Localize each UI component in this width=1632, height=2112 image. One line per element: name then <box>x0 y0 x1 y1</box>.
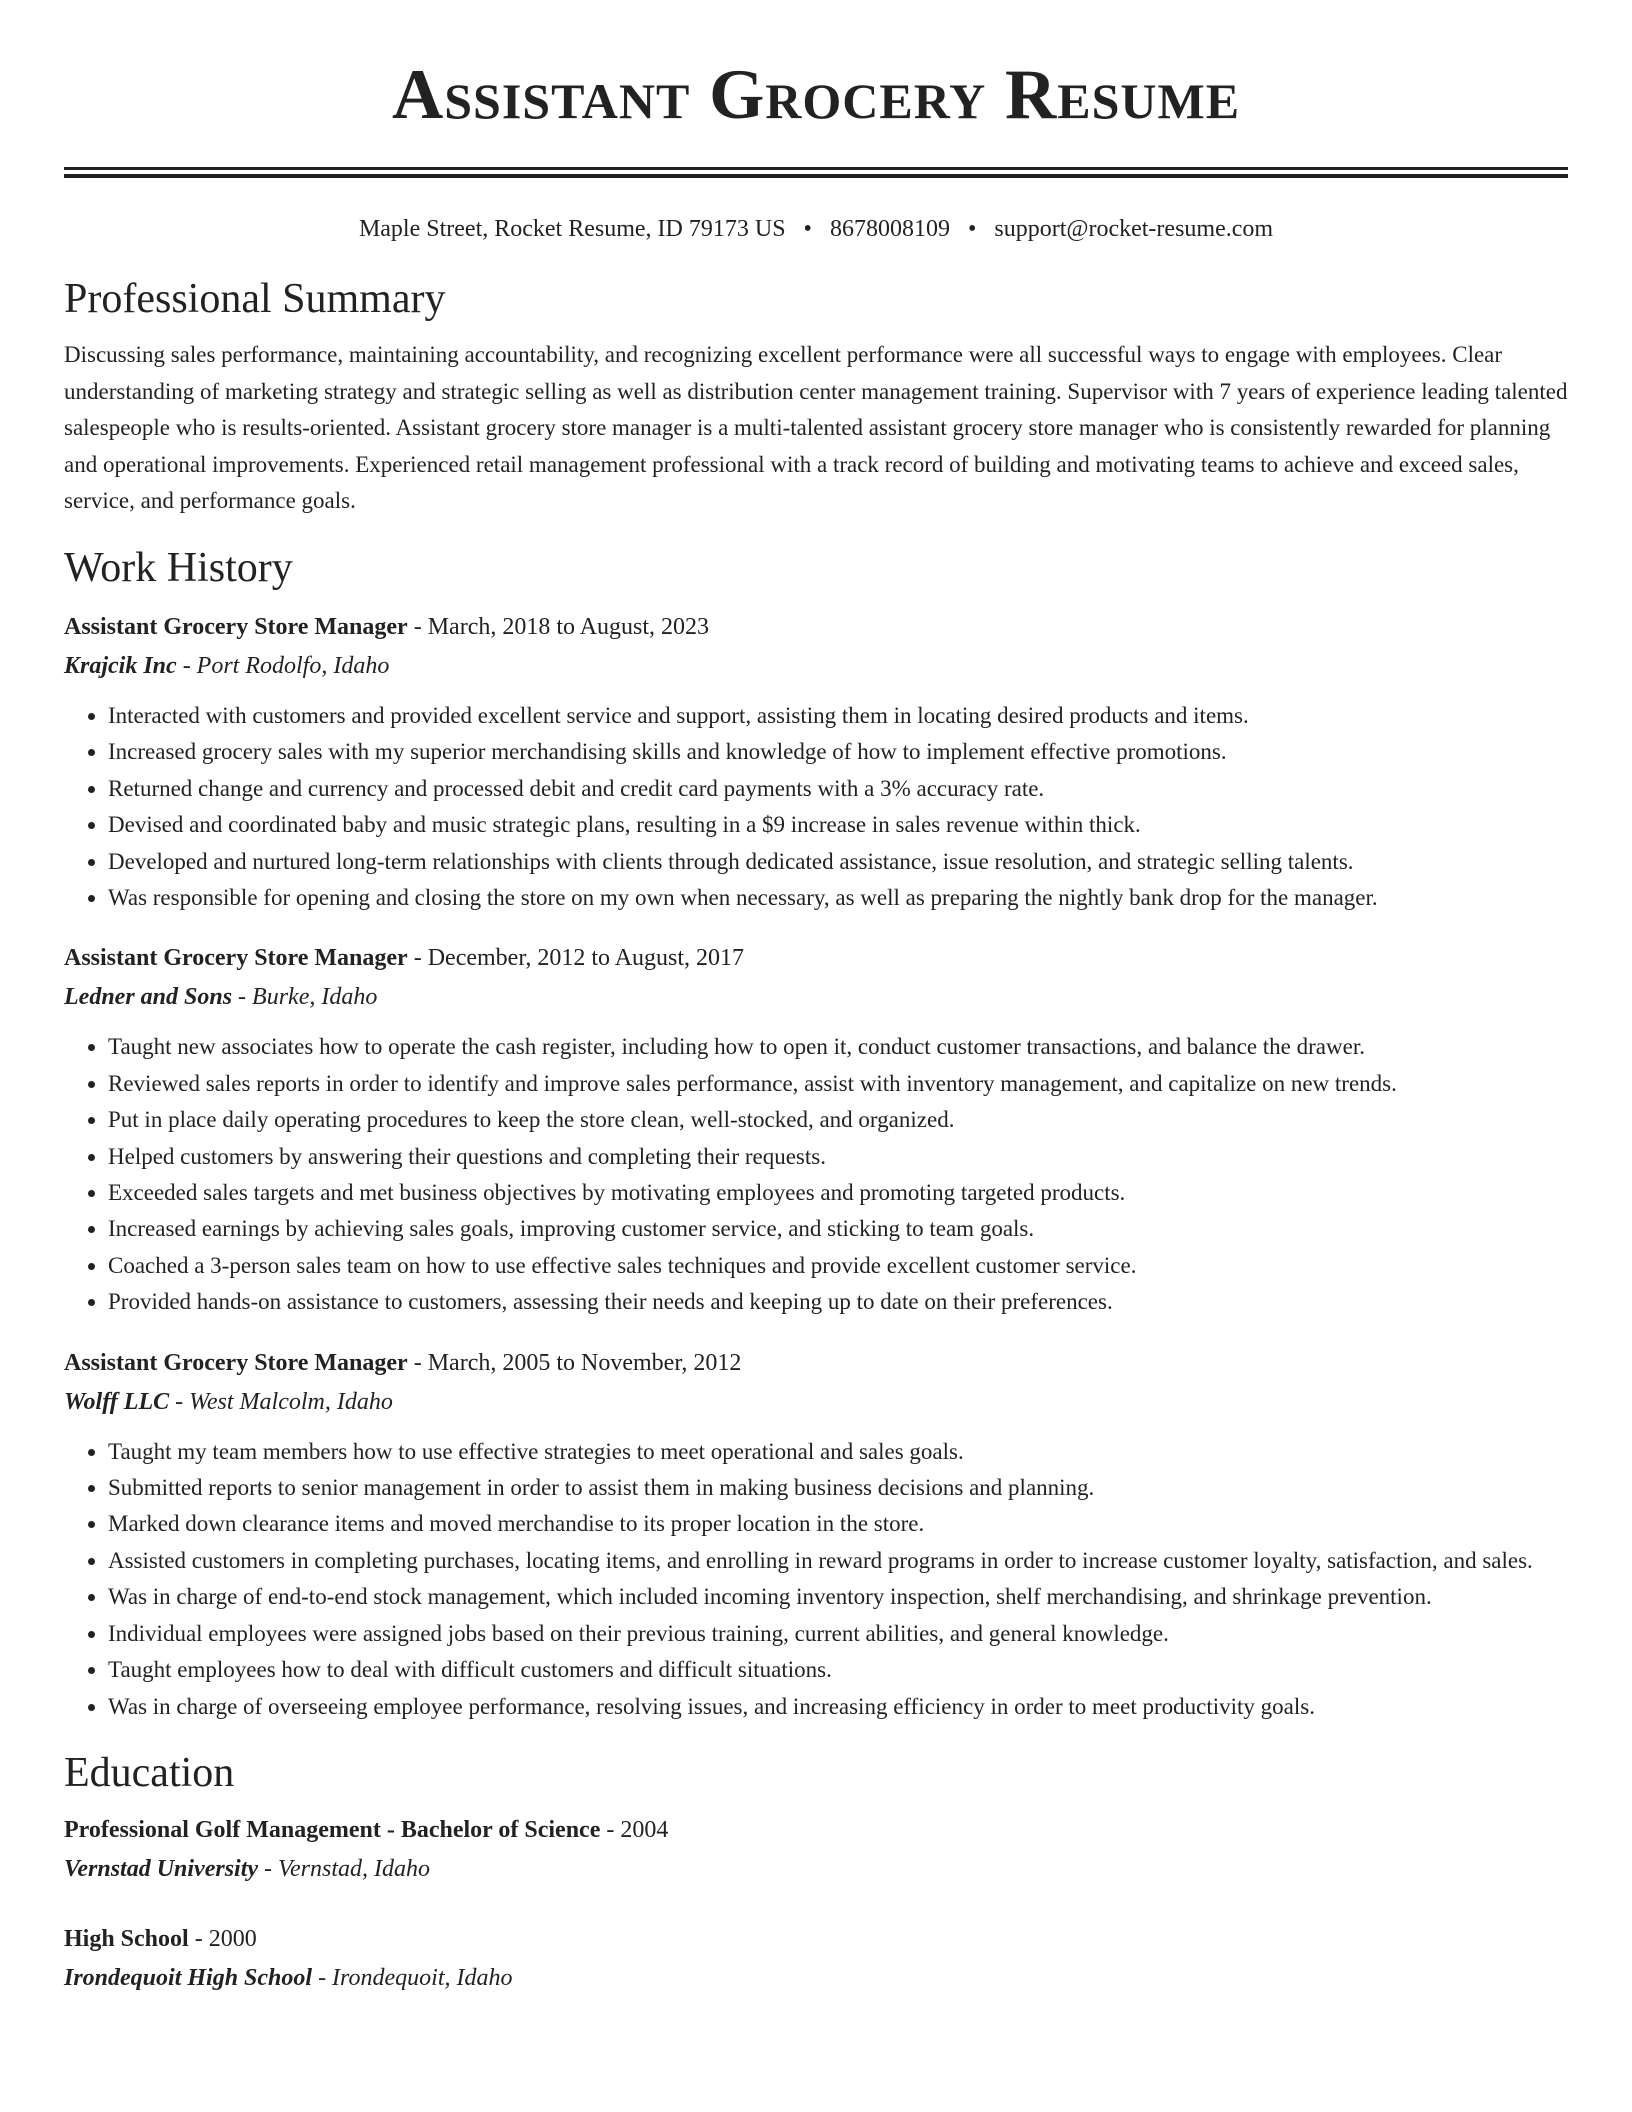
job-dates: - March, 2018 to August, 2023 <box>407 613 710 640</box>
job-bullets <box>64 1029 1568 1320</box>
job-title: Assistant Grocery Store Manager <box>64 1349 408 1376</box>
education-school: Irondequoit High School <box>64 1964 313 1991</box>
job-location: - West Malcolm, Idaho <box>169 1388 393 1415</box>
job-bullet: • Interacted with customers and provided excellent service and support, assisting them in locating desired products and items. <box>108 698 1568 734</box>
education-heading: Education <box>64 1749 235 1796</box>
education-degree-line <box>64 1920 1568 1959</box>
job-bullet: • Put in place daily operating procedures to keep the store clean, well-stocked, and organized. <box>108 1102 1568 1138</box>
education-location: - Irondequoit, Idaho <box>312 1964 513 1991</box>
education-degree-line <box>64 1811 1568 1850</box>
job-bullet: • Increased grocery sales with my superior merchandising skills and knowledge of how to implement effective promotions. <box>108 734 1568 770</box>
job-location: - Port Rodolfo, Idaho <box>176 652 390 679</box>
job-bullet: • Was in charge of end-to-end stock management, which included incoming inventory inspection, shelf merchandising, and shrinkage prevention. <box>108 1579 1568 1615</box>
job-title-line <box>64 608 1568 647</box>
job-company-line <box>64 978 1568 1017</box>
job-entry <box>64 939 1568 1320</box>
job-location: - Burke, Idaho <box>232 984 378 1011</box>
education-school-line <box>64 1959 1568 1998</box>
contact-phone: 8678008109 <box>829 216 950 242</box>
job-company: Ledner and Sons <box>64 984 233 1011</box>
job-bullet: • Coached a 3-person sales team on how to use effective sales techniques and provide excellent customer service. <box>108 1248 1568 1284</box>
job-title: Assistant Grocery Store Manager <box>64 613 408 640</box>
job-bullets <box>64 1434 1568 1725</box>
education-entry <box>64 1811 1568 1889</box>
job-bullet: • Provided hands-on assistance to customers, assessing their needs and keeping up to date on their preferences. <box>108 1284 1568 1320</box>
job-company-line <box>64 1383 1568 1422</box>
education-location: - Vernstad, Idaho <box>258 1855 430 1882</box>
job-entry <box>64 1344 1568 1725</box>
job-bullet: • Helped customers by answering their questions and completing their requests. <box>108 1139 1568 1175</box>
education-year: - 2004 <box>600 1816 669 1843</box>
contact-line <box>64 213 1568 245</box>
education-year: - 2000 <box>188 1925 257 1952</box>
job-bullet: • Reviewed sales reports in order to identify and improve sales performance, assist with inventory management, and capitalize on new trends. <box>108 1066 1568 1102</box>
contact-email: support@rocket-resume.com <box>994 216 1274 242</box>
job-bullet: • Was responsible for opening and closing the store on my own when necessary, as well as preparing the nightly bank drop for the manager. <box>108 880 1568 916</box>
job-title: Assistant Grocery Store Manager <box>64 945 408 972</box>
summary-text: Discussing sales performance, maintaining accountability, and recognizing excellent performance were all successful ways to engage with employees. Clear understanding of marketing strategy and strategic selling as well as distribution center management training. Supervisor with 7 years of experience leading talented salespeople who is results-oriented. Assistant grocery store manager is a multi-talented assistant grocery store manager who is consistently rewarded for planning and operational improvements. Experienced retail management professional with a track record of building and motivating teams to achieve and exceed sales, service, and performance goals. <box>64 342 1568 514</box>
job-bullet: • Returned change and currency and processed debit and credit card payments with a 3% accuracy rate. <box>108 771 1568 807</box>
job-bullet: • Devised and coordinated baby and music strategic plans, resulting in a $9 increase in sales revenue within thick. <box>108 807 1568 843</box>
resume-title: Assistant Grocery Resume <box>391 56 1241 134</box>
job-bullet: • Individual employees were assigned jobs based on their previous training, current abilities, and general knowledge. <box>108 1616 1568 1652</box>
job-company: Krajcik Inc <box>64 652 177 679</box>
education-entry <box>64 1920 1568 1998</box>
job-bullet: • Exceeded sales targets and met business objectives by motivating employees and promoting targeted products. <box>108 1175 1568 1211</box>
job-bullet: • Taught employees how to deal with difficult customers and difficult situations. <box>108 1652 1568 1688</box>
contact-separator: • <box>967 216 977 242</box>
contact-address: Maple Street, Rocket Resume, ID 79173 US <box>358 216 786 242</box>
job-bullets <box>64 698 1568 916</box>
title-divider <box>64 167 1568 178</box>
education-degree: High School <box>64 1925 189 1952</box>
job-bullet: • Taught new associates how to operate the cash register, including how to open it, conduct customer transactions, and balance the drawer. <box>108 1029 1568 1065</box>
contact-separator: • <box>803 216 812 242</box>
job-bullet: • Was in charge of overseeing employee performance, resolving issues, and increasing efficiency in order to meet productivity goals. <box>108 1689 1568 1725</box>
job-bullet: • Assisted customers in completing purchases, locating items, and enrolling in reward programs in order to increase customer loyalty, satisfaction, and sales. <box>108 1543 1568 1579</box>
job-bullet: • Developed and nurtured long-term relationships with clients through dedicated assistance, issue resolution, and strategic selling talents. <box>108 844 1568 880</box>
job-bullet: • Taught my team members how to use effective strategies to meet operational and sales goals. <box>108 1434 1568 1470</box>
job-title-line <box>64 1344 1568 1383</box>
job-entry <box>64 608 1568 916</box>
work-history-heading: Work History <box>64 544 293 591</box>
job-dates: - December, 2012 to August, 2017 <box>407 945 745 972</box>
job-bullet: • Increased earnings by achieving sales goals, improving customer service, and sticking to team goals. <box>108 1211 1568 1247</box>
job-bullet: • Submitted reports to senior management in order to assist them in making business decisions and planning. <box>108 1470 1568 1506</box>
job-company: Wolff LLC <box>64 1388 170 1415</box>
job-bullet: • Marked down clearance items and moved merchandise to its proper location in the store. <box>108 1506 1568 1542</box>
education-degree: Professional Golf Management - Bachelor of Science <box>64 1816 601 1843</box>
education-school-line <box>64 1850 1568 1889</box>
job-dates: - March, 2005 to November, 2012 <box>407 1349 742 1376</box>
job-title-line <box>64 939 1568 978</box>
summary-heading: Professional Summary <box>64 276 446 322</box>
job-company-line <box>64 647 1568 686</box>
education-school: Vernstad University <box>64 1855 259 1882</box>
